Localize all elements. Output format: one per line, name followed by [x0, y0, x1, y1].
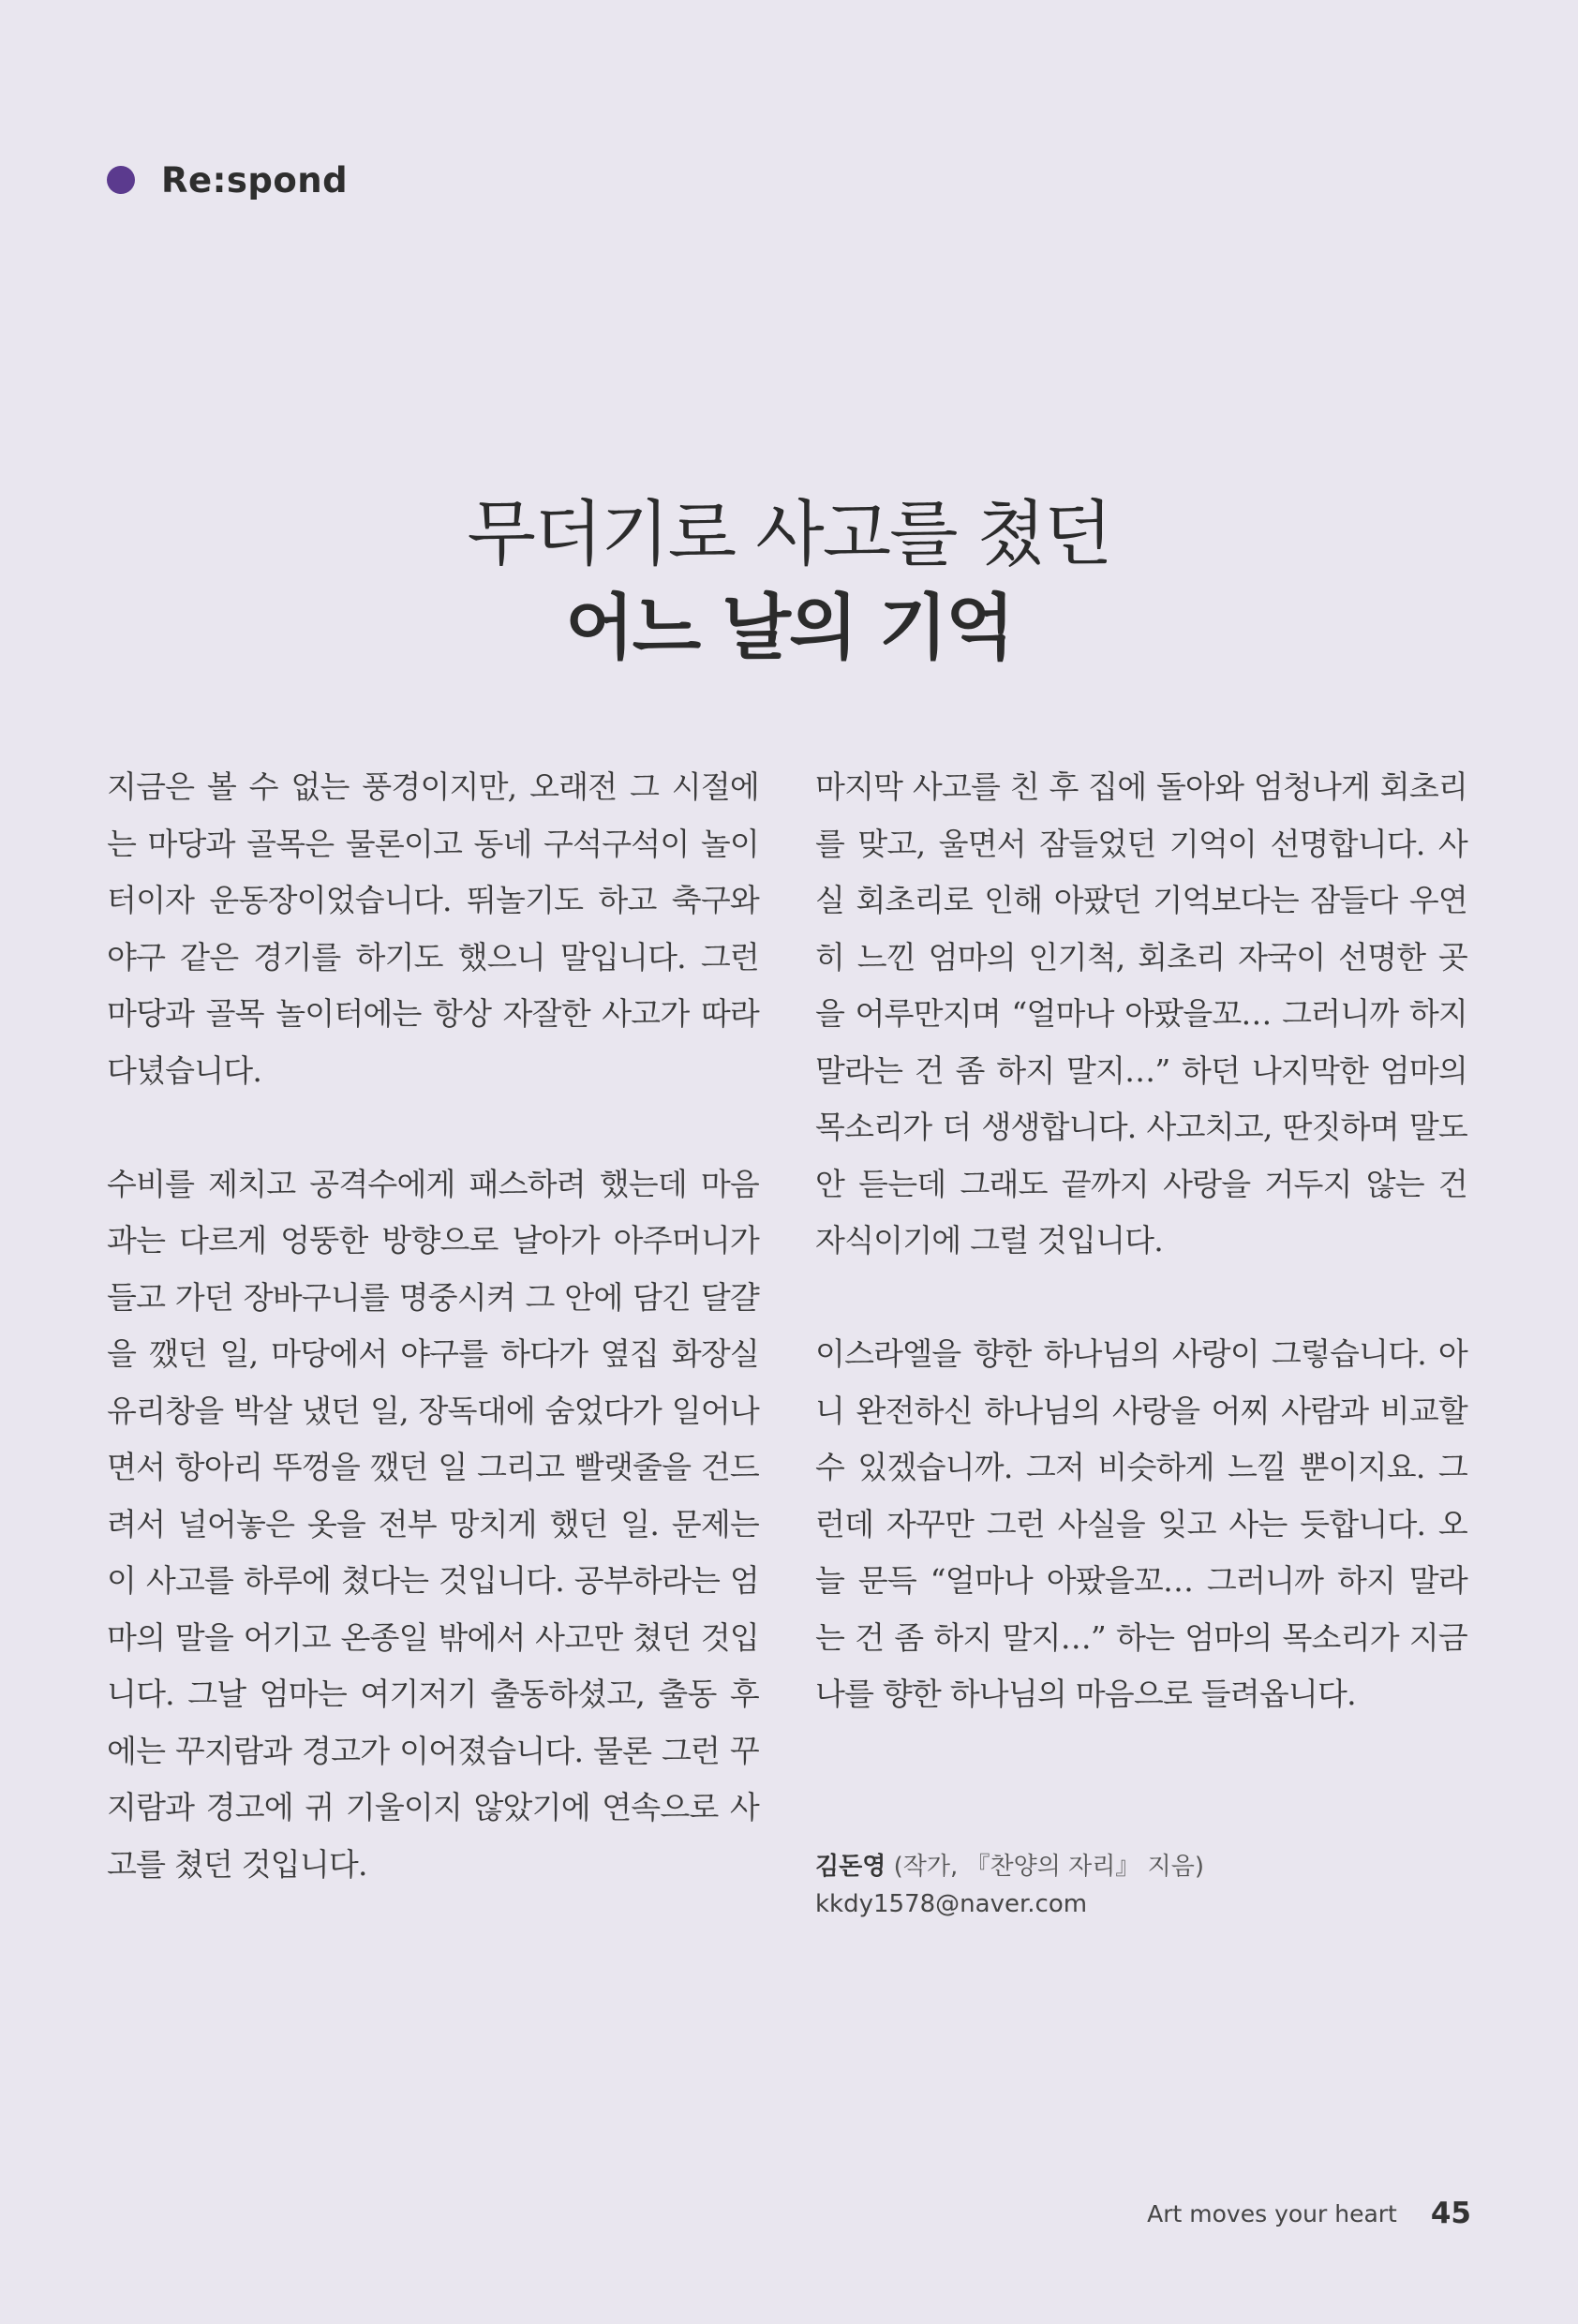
- section-header: [107, 157, 348, 202]
- author-name: 김돈영: [815, 1853, 886, 1881]
- section-label: Re:spond: [161, 159, 349, 201]
- body-paragraph: 수비를 제치고 공격수에게 패스하려 했는데 마음과는 다르게 엉뚱한 방향으로 날아가 아주머니가 들고 가던 장바구니를 명중시켜 그 안에 담긴 달걀을 깼던 일, 마당에서 야구를 하다가 옆집 화장실 유리창을 박살 냈던 일, 장독대에 숨었다가 일어나면서 항아리 뚜껑을 깼던 일 그리고 빨랫줄을 건드려서 널어놓은 옷을 전부 망치게 했던 일. 문제는 이 사고를 하루에 쳤다는 것입니다. 공부하라는 엄마의 말을 어기고 온종일 밖에서 사고만 쳤던 것입니다. 그날 엄마는 여기저기 출동하셨고, 출동 후에는 꾸지람과 경고가 이어졌습니다. 물론 그런 꾸지람과 경고에 귀 기울이지 않았기에 연속으로 사고를 쳤던 것입니다.: [107, 1165, 759, 1883]
- body-paragraph: 지금은 볼 수 없는 풍경이지만, 오래전 그 시절에는 마당과 골목은 물론이고 동네 구석구석이 놀이터이자 운동장이었습니다. 뛰놀기도 하고 축구와 야구 같은 경기를 하기도 했으니 말입니다. 그런 마당과 골목 놀이터에는 항상 자잘한 사고가 따라다녔습니다.: [107, 768, 759, 1089]
- title-line-1: 무더기로 사고를 쳤던: [467, 492, 1111, 575]
- title-line-2: 어느 날의 기억: [565, 586, 1013, 669]
- footer-tagline: Art moves your heart: [1147, 2199, 1397, 2227]
- section-bullet-icon: [107, 166, 135, 194]
- author-email: kkdy1578@naver.com: [815, 1890, 1088, 1918]
- body-column-left: [107, 759, 759, 1893]
- page-footer: [1124, 2193, 1471, 2234]
- body-paragraph: 이스라엘을 향한 하나님의 사랑이 그렇습니다. 아니 완전하신 하나님의 사랑을 어찌 사람과 비교할 수 있겠습니까. 그저 비슷하게 느낄 뿐이지요. 그런데 자꾸만 그런 사실을 잊고 사는 듯합니다. 오늘 문득 “얼마나 아팠을꼬… 그러니까 하지 말라는 건 좀 하지 말지…” 하는 엄마의 목소리가 지금 나를 향한 하나님의 마음으로 들려옵니다.: [815, 1335, 1467, 1712]
- author-description: (작가, 『찬양의 자리』 지음): [893, 1853, 1205, 1881]
- page-number: 45: [1430, 2197, 1471, 2230]
- body-column-right: [815, 759, 1467, 1723]
- author-byline: [815, 1848, 1204, 1923]
- body-paragraph: 마지막 사고를 친 후 집에 돌아와 엄청나게 회초리를 맞고, 울면서 잠들었던 기억이 선명합니다. 사실 회초리로 인해 아팠던 기억보다는 잠들다 우연히 느낀 엄마의 인기척, 회초리 자국이 선명한 곳을 어루만지며 “얼마나 아팠을꼬… 그러니까 하지 말라는 건 좀 하지 말지…” 하던 나지막한 엄마의 목소리가 더 생생합니다. 사고치고, 딴짓하며 말도 안 듣는데 그래도 끝까지 사랑을 거두지 않는 건 자식이기에 그럴 것입니다.: [815, 768, 1467, 1259]
- author-line: [815, 1848, 1204, 1885]
- article-title: [0, 487, 1578, 675]
